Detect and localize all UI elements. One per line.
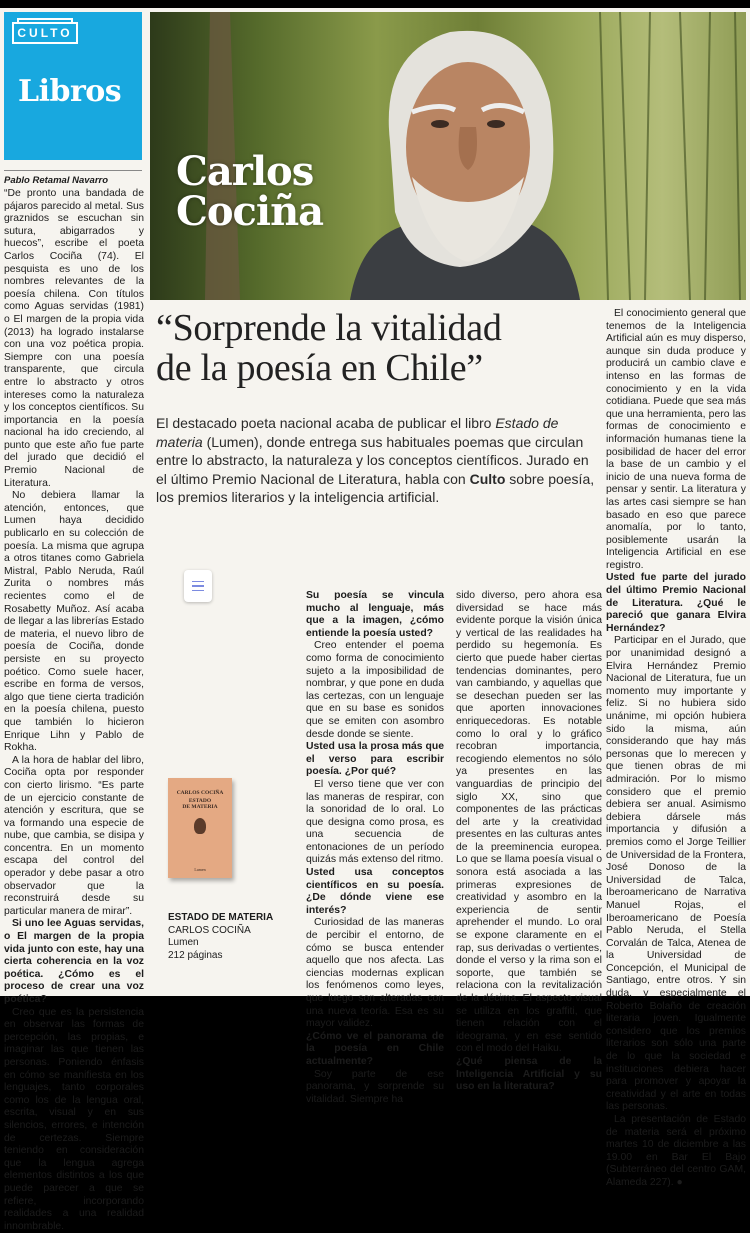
deck-text: sobre poesía, los premios literarios y la inteligencia artificial.	[156, 470, 595, 505]
paragraph: Creo que es la persistencia en observar las formas de percepción, las propias, e imaginar las que tienen las personas. Poniendo énfasis en cómo se manifiesta en los lenguajes, tanto corporales como los de la lengua oral, escrita, visual y en sus silencios, errores, e intención de certezas. Siempre teniendo en consideración que la lengua agrega elementos distintos a los que puede parecer a que se refiere, incorporando realidades a una realidad innombrable.	[4, 1006, 144, 1232]
book-cover-title	[168, 798, 232, 810]
book-cover-author: CARLOS COCIÑA	[176, 790, 224, 796]
deck-book-title: Estado de materia	[156, 415, 559, 450]
paragraph: Creo entender el poema como forma de conocimiento sujeto a la imposibilidad de nombrar, y que pone en duda las certezas, con un lenguaje que en su base es sonidos que se emiten con asombro desde donde se siente.	[306, 640, 444, 740]
book-cover	[168, 778, 232, 878]
headline-line-2: de la poesía en Chile”	[156, 347, 483, 389]
book-publisher: Lumen	[168, 937, 199, 948]
byline: Pablo Retamal Navarro	[4, 175, 109, 186]
paragraph: Curiosidad de las maneras de percibir el entorno, de cómo se busca entender aquello que nos afecta. Las ciencias modernas explican los fenómenos como leyes, que luego son alteradas con una nueva teoría. Esa es su mayor validez.	[306, 917, 444, 1030]
name-line-2: Cociña	[176, 188, 324, 235]
headline	[156, 308, 596, 388]
book-cover-title-line-2: DE MATERIA	[182, 804, 218, 810]
article-column-3	[306, 590, 444, 1106]
deck-brand: Culto	[469, 470, 506, 487]
question: ¿Cómo ve el panorama de la poesía en Chile actualmente?	[306, 1030, 444, 1067]
hero-photo	[150, 12, 746, 300]
name-line-1: Carlos	[176, 148, 314, 195]
interviewee-name	[176, 148, 324, 235]
newspaper-page	[0, 8, 750, 1232]
paragraph: No debiera llamar la atención, entonces, que Lumen haya decidido publicarlo en su colección de poesía. La misma que agrupa a otros titanes como Gabriela Mistral, Pablo Neruda, Raúl Zurita o nombres más recientes como el de Rosabetty Muñoz. Así acaba de llegar a las librerías Estado de materia, el nuevo libro de poesía de Cociña, donde persiste en su proyecto poético. Como suele hacer, escribe en forma de versos, algo que tiene cierta tradición en la poesía chilena, puesto que también lo hicieron Enrique Lihn y Pablo de Rokha.	[4, 490, 144, 754]
book-info	[168, 912, 273, 962]
question: Usted usa la prosa más que el verso para escribir poesía. ¿Por qué?	[306, 741, 444, 778]
deck-text: El destacado poeta nacional acaba de publicar el libro	[156, 415, 496, 431]
book-cover-figure	[194, 818, 206, 834]
headline-line-1: “Sorprende la vitalidad	[156, 307, 502, 349]
paragraph: El verso tiene que ver con las maneras de respirar, con la sonoridad de lo oral. Lo que designa como prosa, es una secuencia de entonaciones de un período quizás más extenso del ritmo.	[306, 778, 444, 866]
question: Usted usa conceptos científicos en su poesía. ¿De dónde viene ese interés?	[306, 867, 444, 916]
paragraph: Participar en el Jurado, que por unanimidad designó a Elvira Hernández Premio Nacional de Literatura, fue un momento muy importante y feliz. Si no hubiera sido unánime, mi opción hubiera sido la misma, aún considerando que hay más personas que lo merecen y que tienen obras de mi admiración. Por lo mismo considero que el premio debiera ser anual. Asimismo debiera dársele más importancia y difusión a premios como el Jorge Teillier de Universidad de la Frontera, José Donoso de la Universidad de Talca, Iberoamericano de Narrativa Manuel Rojas, el Iberoamericano de Poesía Pablo Neruda, el Stella Corvalán de Talca, Atenea de la Universidad de Concepción, el Municipal de Santiago, entre otros. Y sin duda, y especialmente el Roberto Bolaño de creación literaria joven. Igualmente considero que los premios literarios son sólo una parte de lo que la sociedad e instituciones debiera hacer para promover y apoyar la creatividad y el arte en todas las personas.	[606, 635, 746, 1113]
article-column-1	[4, 188, 144, 1233]
culto-logo: CULTO	[12, 22, 78, 44]
byline-divider	[4, 170, 142, 171]
note-icon[interactable]	[184, 570, 212, 602]
question: Si uno lee Aguas servidas, o El margen de la propia vida junto con este, hay una cierta coherencia en la voz poética. ¿Cómo es el proceso de crear una voz poética?	[4, 918, 144, 1005]
paragraph: A la hora de hablar del libro, Cociña opta por responder con cierto lirismo. “Es parte de un ejercicio constante de atención y escritura, que se va formando una especie de nube, que cambia, se disipa y concentra. En un momento escapa del control del operador y debe pasar a otro observador que la reconstruirá desde su particular manera de mirar”.	[4, 754, 144, 917]
paragraph: “De pronto una bandada de pájaros parecido al metal. Sus graznidos se escuchan sin sutura, abigarrados y huecos”, escribe el poeta Carlos Cociña (74). El pesquista es uno de los nombres relevantes de la poesía chilena. Con títulos como Aguas servidas (1981) o El margen de la propia vida (2013) ha logrado instalarse con una voz poética propia. Siempre con una poesía transparente, que circula entre lo abstracto y otros intereses como la naturaleza y los conceptos científicos. Su importancia en la poesía nacional ha ido creciendo, al punto que este año fue parte del jurado que decidió el Premio Nacional de Literatura.	[4, 188, 144, 489]
question: Su poesía se vincula mucho al lenguaje, más que a la imagen, ¿cómo entiende la poesía usted?	[306, 590, 444, 639]
book-cover-title-line-1: ESTADO	[188, 798, 212, 804]
paragraph: Soy parte de ese panorama, y sorprende su vitalidad. Siempre ha	[306, 1068, 444, 1105]
deck-text: (Lumen), donde entrega sus habituales poemas que circulan entre lo abstracto, la naturaleza y los conceptos científicos. Jurado en el último Premio Nacional de Literatura, habla con	[156, 433, 589, 487]
book-cover-publisher: Lumen	[194, 867, 206, 872]
section-header	[4, 12, 142, 160]
paragraph: La presentación de Estado de materia será el próximo martes 10 de diciembre a las 19.00 en Bar El Bajo (Subterráneo del centro GAM, Alameda 227). ●	[606, 1114, 746, 1188]
paragraph: sido diverso, pero ahora esa diversidad se hace más evidente porque la visión única y vertical de las realidades ha perdido su hegemonía. Es cierto que puede haber ciertas tendencias dominantes, pero van cambiando, y aquellas que se desechan pueden ser las que aporten innovaciones enriquecedoras. Es notable como lo oral y lo gráfico recobran importancia, recogiendo elementos no sólo ya presentes en las vanguardias de principio del siglo XX, sino que componentes de las prácticas del arte y la creatividad presentes en las culturas antes de la preeminencia europea. Lo que se llama poesía visual o sonora está asociada a las primeras expresiones de creatividad y asombro en la experiencia de sentir aprehender el mundo. Lo oral se expone claramente en el rap, sus derivadas o vertientes, donde el verso y la rima son el soporte, que también se relaciona con la revitalización de la décima. El aspecto visual se utiliza en los graffiti, que tienen relación con el ideograma, y en ese sentido con el modo del Haiku.	[456, 590, 602, 1055]
article-column-5	[606, 308, 746, 1190]
question: Usted fue parte del jurado del último Premio Nacional de Literatura. ¿Qué le pareció que ganara Elvira Hernández?	[606, 572, 746, 634]
book-author: CARLOS COCIÑA	[168, 924, 251, 936]
question: ¿Qué piensa de la Inteligencia Artificial y su uso en la literatura?	[456, 1055, 602, 1093]
article-column-4	[456, 590, 602, 1094]
section-title: Libros	[18, 74, 122, 109]
book-title: ESTADO DE MATERIA	[168, 912, 274, 923]
deck-summary	[156, 414, 596, 507]
paragraph: El conocimiento general que tenemos de la Inteligencia Artificial aún es muy disperso, aunque sin duda produce y producirá un cambio clave e intenso en las formas de conocimiento y en la vida cotidiana. Puede que sea más que una herramienta, pero las formas de conocimiento e información humanas tiene la posibilidad de hacer del error la base de un cambio y el inicio de una nueva forma de pensar y sentir. La literatura y las artes casi siempre se han basado en eso que parece anomalía, por lo tanto, posiblemente usarán la Inteligencia Artificial en ese registro.	[606, 308, 746, 571]
book-pages: 212 páginas	[168, 949, 223, 961]
